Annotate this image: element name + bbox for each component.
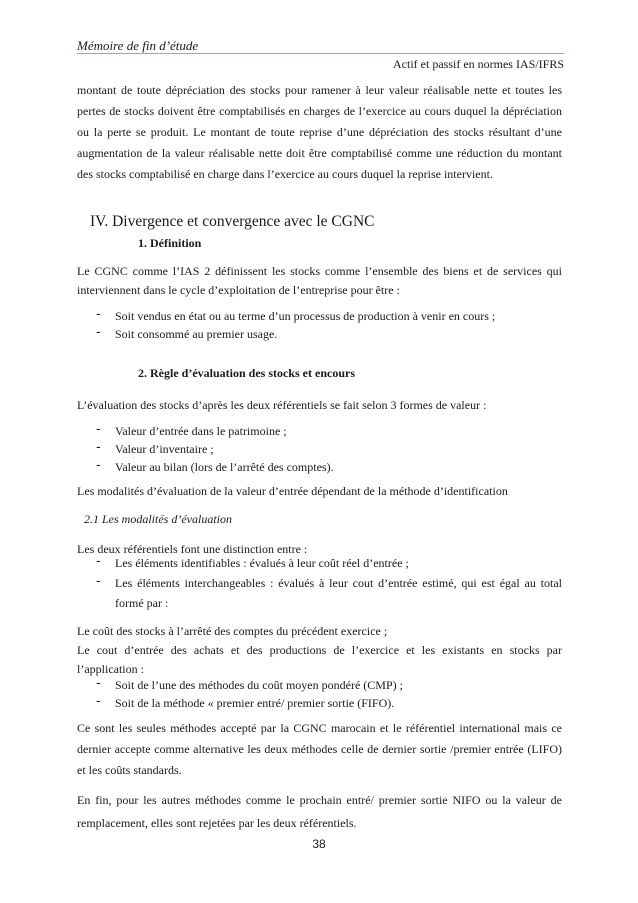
page-number: 38 [312, 837, 326, 851]
cost-paragraph-1: Le coût des stocks à l’arrêté des comptes du précédent exercice ; [77, 624, 388, 638]
evaluation-paragraph: L’évaluation des stocks d’après les deux référentiels se fait selon 3 formes de valeur : [77, 398, 487, 412]
running-header-right: Actif et passif en normes IAS/IFRS [393, 57, 564, 71]
definition-list [96, 307, 562, 343]
evaluation-list [96, 422, 562, 476]
distinction-paragraph: Les deux référentiels font une distinction entre : [77, 542, 308, 556]
list-item: - Valeur d’entrée dans le patrimoine ; [96, 422, 287, 438]
list-item: - Les éléments interchangeables : évalués à leur cout d’entrée estimé, qui est égal au total formé par : [96, 574, 562, 610]
list-item: - Valeur au bilan (lors de l’arrêté des comptes). [96, 458, 334, 474]
list-item: - Soit vendus en état ou au terme d’un processus de production à venir en cours ; [96, 307, 496, 323]
dash-bullet-icon: - [96, 554, 101, 569]
intro-paragraph: montant de toute dépréciation des stocks pour ramener à leur valeur réalisable nette et toutes les pertes de stocks doivent être comptabilisés en charges de l’exercice au cours duquel la dépréciation ou la perte se produit. Le montant de toute reprise d’une dépréciation des stocks résultant d’une augmentation de la valeur réalisable nette doit être comptabilisé comme une réduction du montant des stocks comptabilisé en charge dans l’exercice au cours duquel la reprise intervient. [77, 83, 562, 181]
dash-bullet-icon: - [96, 458, 101, 473]
subheading-definition: 1. Définition [138, 236, 202, 250]
dash-bullet-icon: - [96, 325, 101, 340]
list-item: - Valeur d’inventaire ; [96, 440, 214, 456]
dash-bullet-icon: - [96, 440, 101, 455]
list-item: - Soit de l’une des méthodes du coût moyen pondéré (CMP) ; [96, 676, 403, 692]
subheading-modalities: 2.1 Les modalités d’évaluation [84, 512, 232, 526]
running-header-left: Mémoire de fin d’étude [77, 38, 199, 53]
cost-paragraph-2: Le cout d’entrée des achats et des productions de l’exercice et les existants en stocks par l’application : [77, 643, 562, 676]
subheading-evaluation-rule: 2. Règle d’évaluation des stocks et encours [138, 366, 355, 380]
section-heading-iv: IV. Divergence et convergence avec le CGNC [90, 213, 375, 230]
dash-bullet-icon: - [96, 694, 101, 709]
definition-paragraph: Le CGNC comme l’IAS 2 définissent les stocks comme l’ensemble des biens et de services qui interviennent dans le cycle d’exploitation de l’entreprise pour être : [77, 264, 562, 297]
distinction-list [96, 553, 562, 613]
list-item: - Soit consommé au premier usage. [96, 325, 278, 341]
closing-paragraph: En fin, pour les autres méthodes comme le prochain entré/ premier sortie NIFO ou la valeur de remplacement, elles sont rejetées par les deux référentiels. [77, 793, 562, 830]
methods-list [96, 676, 562, 712]
header-rule [77, 53, 564, 54]
modalities-paragraph: Les modalités d’évaluation de la valeur d’entrée dépendant de la méthode d’identification [77, 484, 508, 498]
dash-bullet-icon: - [96, 574, 101, 589]
dash-bullet-icon: - [96, 422, 101, 437]
accepted-methods-paragraph: Ce sont les seules méthodes accepté par la CGNC marocain et le référentiel international mais ce dernier accepte comme alternative les deux méthodes celle de dernier sortie /premier entrée (LIFO) et les coûts standards. [77, 721, 562, 777]
dash-bullet-icon: - [96, 676, 101, 691]
list-item: - Soit de la méthode « premier entré/ premier sortie (FIFO). [96, 694, 395, 710]
list-item: - Les éléments identifiables : évalués à leur coût réel d’entrée ; [96, 554, 409, 570]
dash-bullet-icon: - [96, 307, 101, 322]
